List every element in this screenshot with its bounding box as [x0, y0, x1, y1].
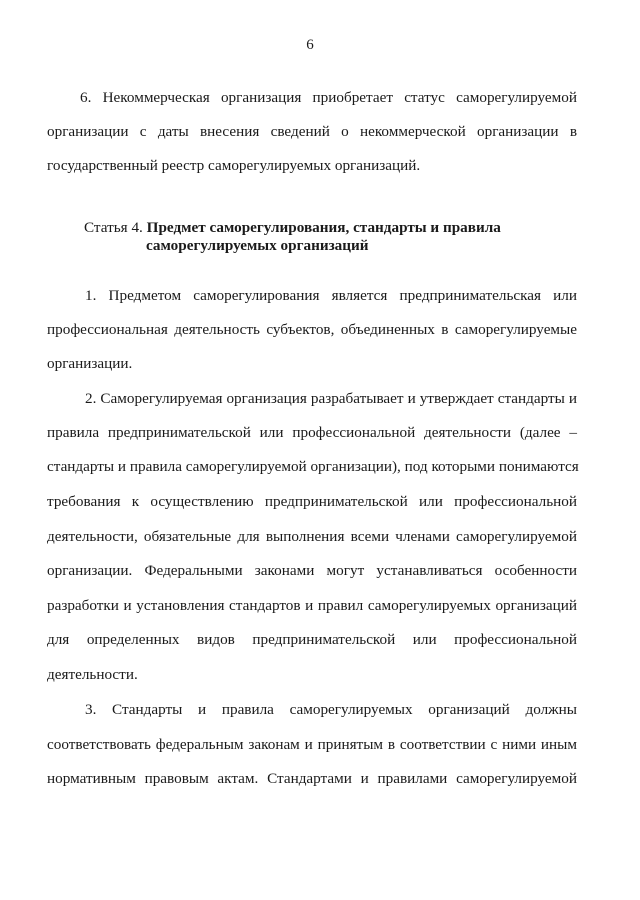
paragraph-2-line-3: стандарты и правила саморегулируемой организации), под которыми понимаются [47, 458, 579, 475]
paragraph-2-line-7: разработки и установления стандартов и правил саморегулируемых организаций [47, 597, 577, 614]
paragraph-6-line-1: 6. Некоммерческая организация приобретает статус саморегулируемой [80, 89, 577, 106]
paragraph-2-line-4: требования к осуществлению предпринимательской или профессиональной [47, 493, 577, 510]
paragraph-3-line-2: соответствовать федеральным законам и принятым в соответствии с ними иным [47, 736, 577, 753]
article-heading-line-2 [146, 236, 369, 256]
article-heading-line-1 [84, 218, 501, 238]
paragraph-2-line-5: деятельности, обязательные для выполнения всеми членами саморегулируемой [47, 528, 577, 545]
paragraph-1-line-2: профессиональная деятельность субъектов, объединенных в саморегулируемые [47, 321, 577, 338]
paragraph-2-line-2: правила предпринимательской или профессиональной деятельности (далее – [47, 424, 577, 441]
paragraph-2-line-1: 2. Саморегулируемая организация разрабатывает и утверждает стандарты и [85, 390, 577, 407]
article-title-line-2: саморегулируемых организаций [146, 237, 369, 254]
page-number: 6 [306, 37, 314, 53]
paragraph-2-line-6: организации. Федеральными законами могут устанавливаться особенности [47, 562, 577, 579]
article-prefix: Статья 4. [84, 219, 143, 236]
paragraph-6-line-3: государственный реестр саморегулируемых организаций. [47, 157, 421, 174]
paragraph-1-line-1: 1. Предметом саморегулирования является предпринимательская или [85, 287, 577, 304]
paragraph-2-line-9: деятельности. [47, 666, 138, 683]
paragraph-2-line-8: для определенных видов предпринимательской или профессиональной [47, 631, 577, 648]
paragraph-1-line-3: организации. [47, 355, 133, 372]
paragraph-3-line-1: 3. Стандарты и правила саморегулируемых организаций должны [85, 701, 577, 718]
paragraph-3-line-3: нормативным правовым актам. Стандартами и правилами саморегулируемой [47, 770, 577, 787]
article-title-line-1: Предмет саморегулирования, стандарты и правила [146, 219, 501, 236]
paragraph-6-line-2: организации с даты внесения сведений о некоммерческой организации в [47, 123, 577, 140]
